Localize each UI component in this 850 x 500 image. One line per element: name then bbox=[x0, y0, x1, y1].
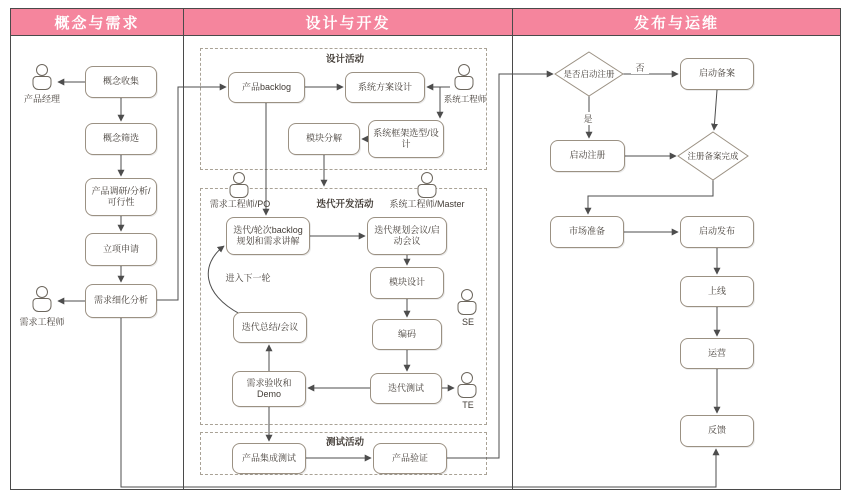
lane-header-design: 设计与开发 bbox=[183, 8, 513, 36]
node-concept-collect[interactable]: 概念收集 bbox=[85, 66, 157, 98]
edge-label-next-round: 进入下一轮 bbox=[216, 271, 280, 284]
node-register-done[interactable]: 注册备案完成 bbox=[687, 150, 739, 161]
group-label-iteration: 迭代开发活动 bbox=[302, 196, 388, 210]
node-go-live[interactable]: 上线 bbox=[680, 276, 754, 307]
node-product-backlog[interactable]: 产品backlog bbox=[228, 72, 305, 103]
node-operation[interactable]: 运营 bbox=[680, 338, 754, 369]
node-research[interactable]: 产品调研/分析/可行性 bbox=[85, 178, 157, 216]
person-icon bbox=[456, 372, 478, 398]
node-system-design[interactable]: 系统方案设计 bbox=[345, 72, 425, 103]
node-start-register[interactable]: 启动注册 bbox=[550, 140, 625, 172]
actor-label-se: SE bbox=[461, 317, 474, 327]
node-integration-test[interactable]: 产品集成测试 bbox=[232, 443, 306, 474]
node-module-decompose[interactable]: 模块分解 bbox=[288, 123, 360, 155]
actor-label-po: 需求工程师/PO bbox=[209, 199, 271, 209]
node-iteration-summary[interactable]: 迭代总结/会议 bbox=[233, 312, 307, 343]
node-iteration-test[interactable]: 迭代测试 bbox=[370, 373, 442, 404]
node-req-refine[interactable]: 需求细化分析 bbox=[85, 284, 157, 318]
group-label-design: 设计活动 bbox=[305, 51, 385, 65]
edge-label-yes: 是 bbox=[579, 112, 597, 125]
node-start-release[interactable]: 启动发布 bbox=[680, 216, 754, 248]
actor-label-te: TE bbox=[462, 400, 474, 410]
edge-label-no: 否 bbox=[631, 61, 649, 74]
node-market-prep[interactable]: 市场准备 bbox=[550, 216, 624, 248]
actor-label-se-top: 系统工程师 bbox=[443, 94, 487, 104]
node-req-accept[interactable]: 需求验收和Demo bbox=[232, 371, 306, 407]
node-product-verify[interactable]: 产品验证 bbox=[373, 443, 447, 474]
node-feedback[interactable]: 反馈 bbox=[680, 415, 754, 447]
person-icon bbox=[228, 172, 250, 198]
node-module-design[interactable]: 模块设计 bbox=[370, 267, 444, 299]
node-coding[interactable]: 编码 bbox=[372, 319, 442, 350]
node-framework-design[interactable]: 系统框架选型/设计 bbox=[368, 120, 444, 158]
person-icon bbox=[31, 64, 53, 90]
node-iteration-backlog[interactable]: 迭代/轮次backlog规划和需求讲解 bbox=[226, 217, 310, 255]
person-icon bbox=[416, 172, 438, 198]
group-label-testing: 测试活动 bbox=[305, 434, 385, 448]
actor-label-pm: 产品经理 bbox=[23, 94, 60, 104]
node-concept-screen[interactable]: 概念筛选 bbox=[85, 123, 157, 155]
person-icon bbox=[456, 289, 478, 315]
node-project-apply[interactable]: 立项申请 bbox=[85, 233, 157, 266]
lane-header-release: 发布与运维 bbox=[512, 8, 841, 36]
person-icon bbox=[31, 286, 53, 312]
node-register-decision[interactable]: 是否启动注册 bbox=[563, 68, 615, 79]
node-iteration-meeting[interactable]: 迭代规划会议/启动会议 bbox=[367, 217, 447, 255]
lane-header-concept: 概念与需求 bbox=[10, 8, 184, 36]
node-start-filing[interactable]: 启动备案 bbox=[680, 58, 754, 90]
actor-label-re: 需求工程师 bbox=[19, 317, 65, 327]
person-icon bbox=[453, 64, 475, 90]
actor-label-master: 系统工程师/Master bbox=[389, 199, 465, 209]
